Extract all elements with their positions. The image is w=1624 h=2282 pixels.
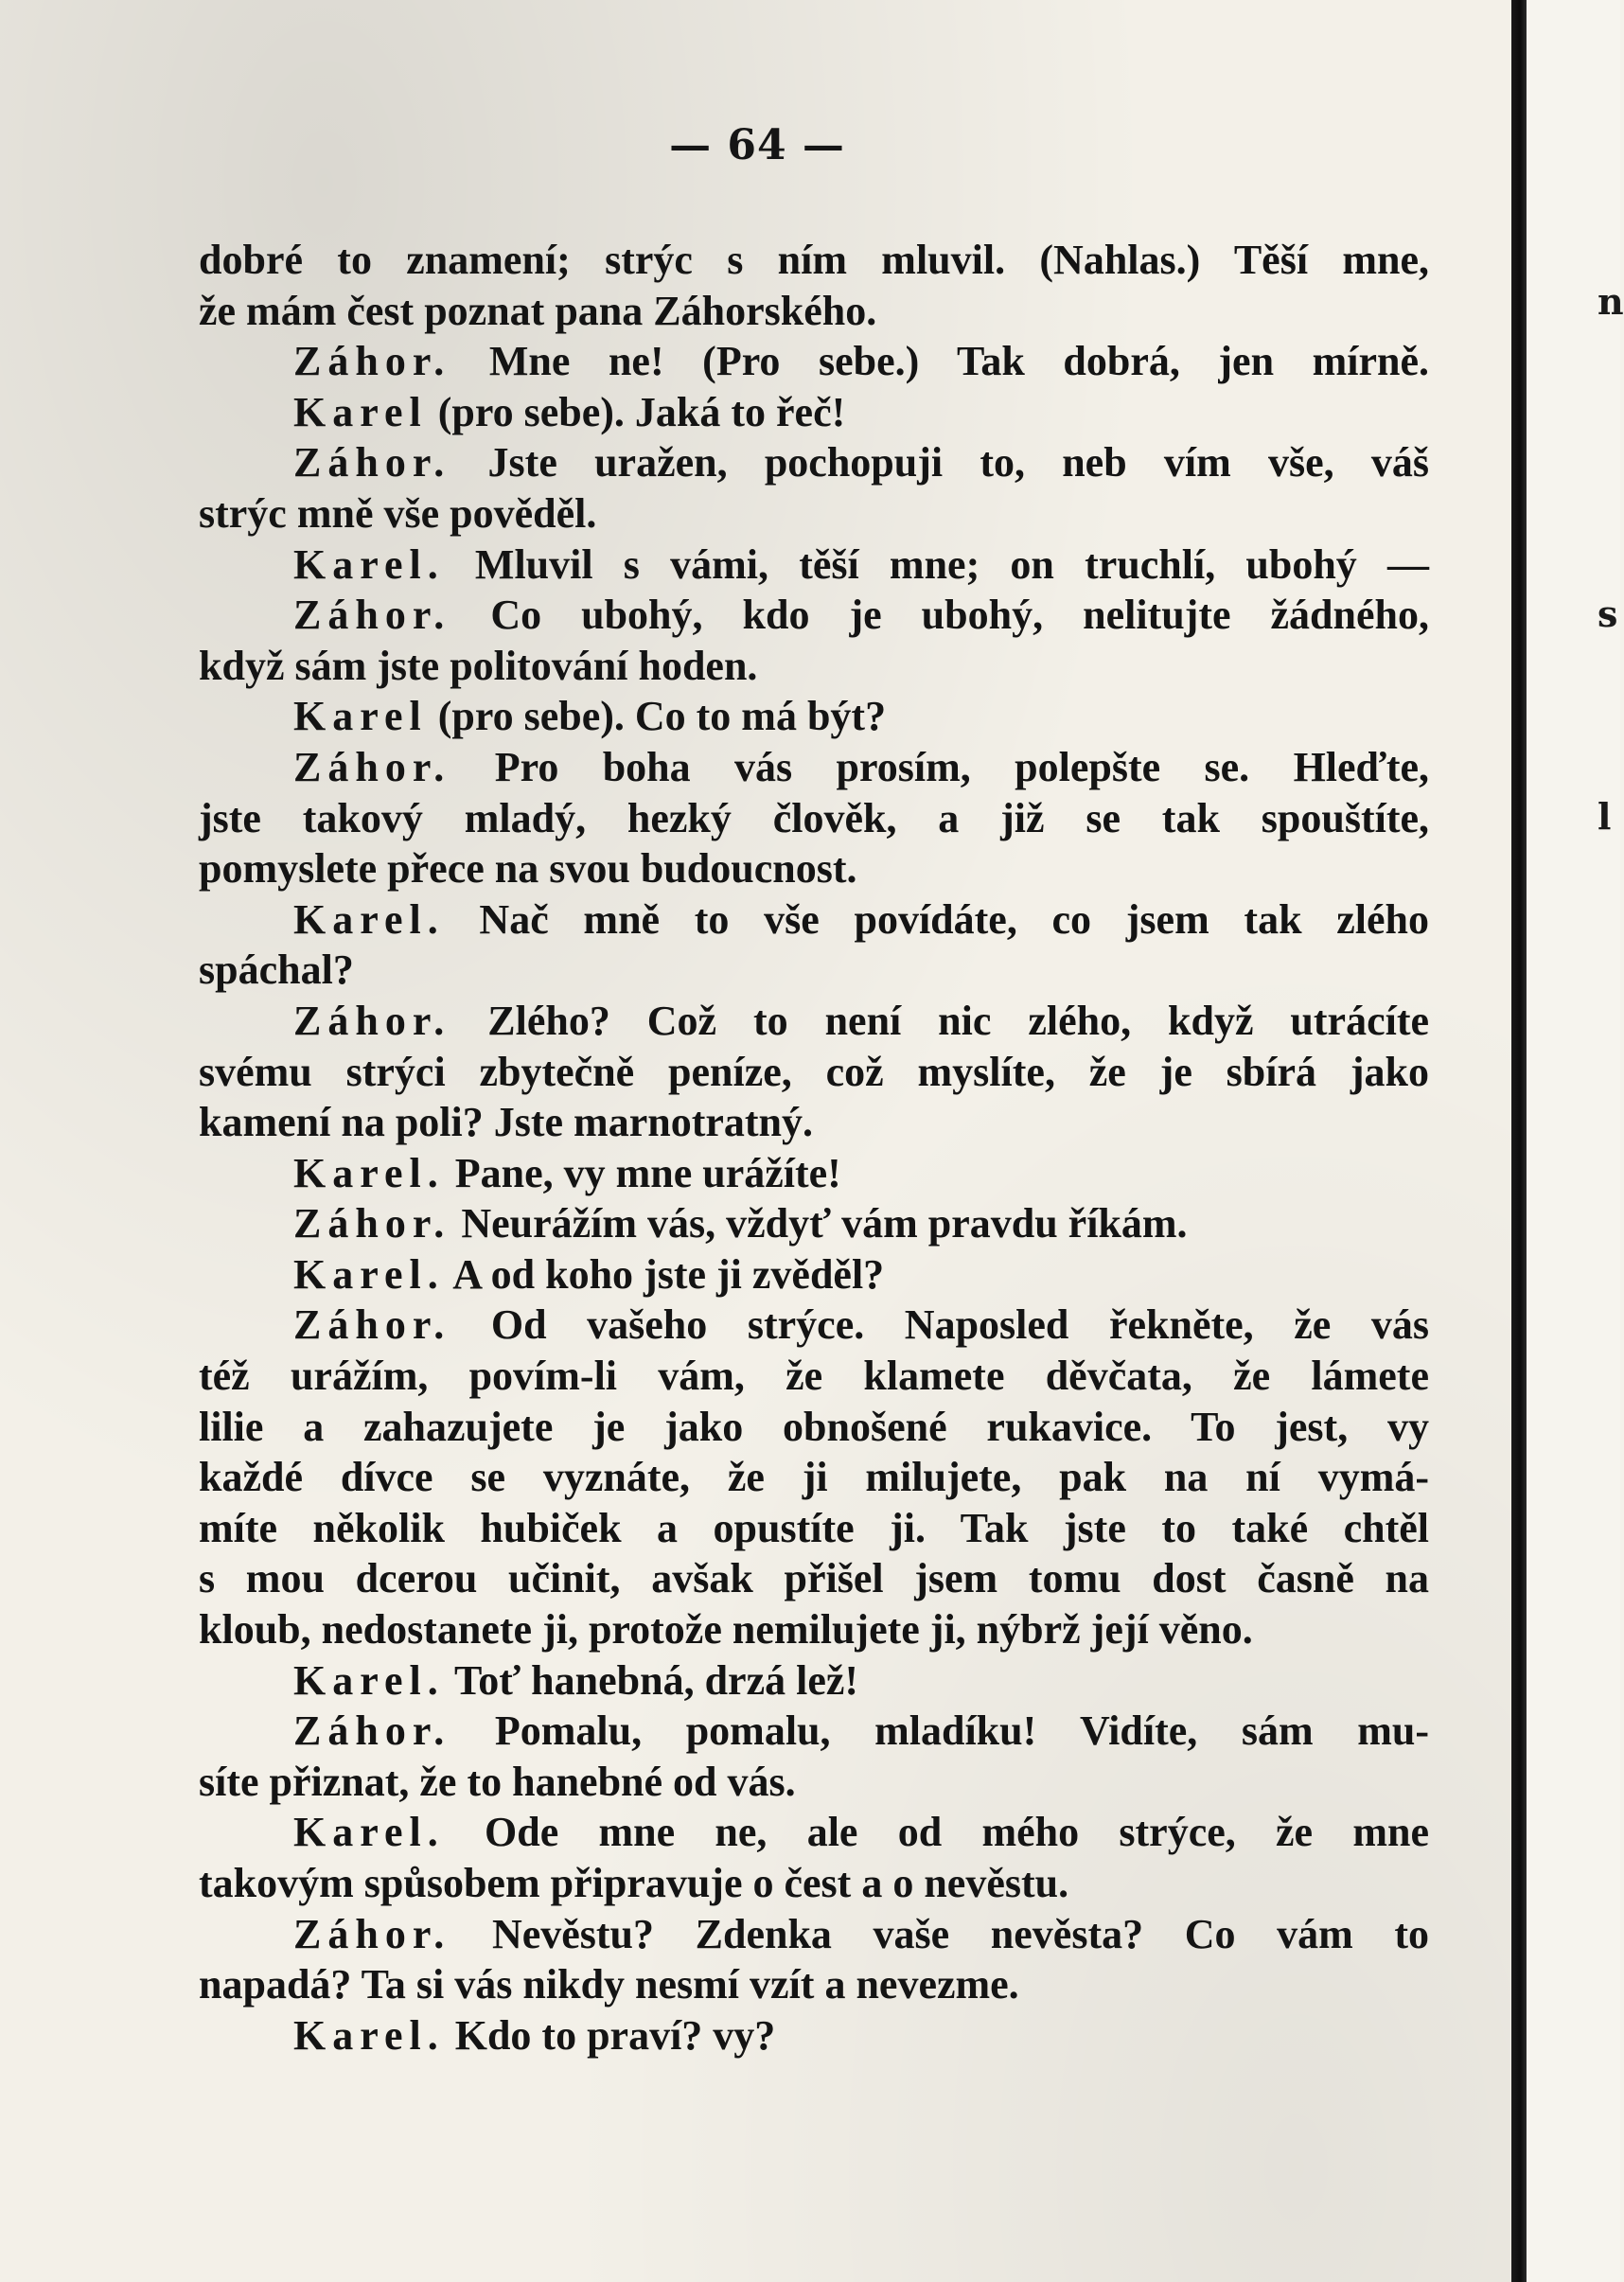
line-text: míte několik hubiček a opustíte ji. Tak jste to také chtěl (199, 1504, 1429, 1551)
line-text: pomyslete přece na svou budoucnost. (199, 845, 857, 893)
line-text: kloub, nedostanete ji, protože nemilujete ji, nýbrž její věno. (199, 1606, 1253, 1654)
line-text: Mluvil s vámi, těší mne; on truchlí, ubohý — (474, 540, 1429, 588)
line-text: (pro sebe). Jaká to řeč! (437, 388, 846, 435)
text-line (199, 1553, 1429, 1604)
speaker-name: Záhor. (293, 1910, 451, 1957)
speaker-name: Karel. (293, 2011, 445, 2059)
line-text: Ode mne ne, ale od mého strýce, že mne (485, 1809, 1430, 1856)
line-text: Kdo to praví? vy? (454, 2011, 776, 2059)
speaker-name: Karel (293, 693, 428, 740)
line-text: Neurážím vás, vždyť vám pravdu říkám. (461, 1200, 1188, 1247)
text-line (199, 1909, 1429, 1960)
text-line (199, 286, 1429, 337)
line-text: každé dívce se vyznáte, že ji milujete, pak na ní vymá- (199, 1454, 1429, 1501)
line-text: též urážím, povím-li vám, že klamete děvčata, že lámete (199, 1353, 1429, 1400)
line-text: že mám čest poznat pana Záhorského. (199, 287, 877, 334)
speaker-name: Záhor. (293, 592, 451, 639)
text-line (199, 387, 1429, 438)
text-line (199, 235, 1429, 286)
line-text: Pomalu, pomalu, mladíku! Vidíte, sám mu- (494, 1707, 1429, 1755)
speaker-name: Karel. (293, 1149, 445, 1196)
line-text: Pro boha vás prosím, polepšte se. Hleďte, (494, 743, 1429, 790)
page-edge-shadow (1511, 0, 1527, 2282)
speaker-name: Karel (293, 388, 428, 435)
line-text: (pro sebe). Co to má být? (437, 693, 887, 740)
speaker-name: Záhor. (293, 1301, 451, 1349)
text-line (199, 540, 1429, 591)
line-text: dobré to znamení; strýc s ním mluvil. (Nahlas.) Těší mne, (199, 237, 1429, 283)
text-line (199, 1300, 1429, 1351)
text-line (199, 945, 1429, 996)
line-text: Od vašeho strýce. Naposled řekněte, že vás (490, 1301, 1430, 1349)
speaker-name: Záhor. (293, 439, 451, 486)
adjacent-page-strip (1527, 0, 1620, 2282)
line-text: síte přiznat, že to hanebné od vás. (199, 1758, 796, 1805)
text-line (199, 1452, 1429, 1503)
text-line (199, 843, 1429, 894)
text-line (199, 1198, 1429, 1249)
text-line (199, 1655, 1429, 1707)
speaker-name: Záhor. (293, 1707, 451, 1755)
text-line (199, 590, 1429, 641)
dialogue-text (199, 235, 1429, 2061)
line-text: lilie a zahazujete je jako obnošené rukavice. To jest, vy (199, 1403, 1429, 1450)
speaker-name: Karel. (293, 540, 445, 588)
text-line (199, 336, 1429, 387)
text-line (199, 1807, 1429, 1858)
line-text: Co ubohý, kdo je ubohý, nelitujte žádného, (490, 592, 1429, 639)
speaker-name: Záhor. (293, 338, 451, 385)
line-text: Nevěstu? Zdenka vaše nevěsta? Co vám to (491, 1910, 1430, 1957)
adjacent-page-fragment: l (1598, 795, 1612, 838)
text-line (199, 1604, 1429, 1655)
line-text: Nač mně to vše povídáte, co jsem tak zlého (479, 895, 1429, 943)
text-line (199, 894, 1429, 946)
line-text: strýc mně vše pověděl. (199, 489, 597, 537)
text-line (199, 1402, 1429, 1453)
line-text: napadá? Ta si vás nikdy nesmí vzít a nevezme. (199, 1961, 1019, 2008)
speaker-name: Karel. (293, 895, 445, 943)
line-text: jste takový mladý, hezký člověk, a již se tak spouštíte, (199, 794, 1429, 841)
speaker-name: Karel. (293, 1656, 445, 1704)
text-line (199, 1858, 1429, 1909)
line-text: A od koho jste ji zvěděl? (452, 1250, 885, 1298)
text-line (199, 1249, 1429, 1300)
line-text: Toť hanebná, drzá lež! (453, 1656, 859, 1704)
adjacent-page-fragment: n (1598, 280, 1624, 323)
text-line (199, 2010, 1429, 2061)
speaker-name: Karel. (293, 1250, 445, 1298)
line-text: Mne ne! (Pro sebe.) Tak dobrá, jen mírně. (488, 338, 1430, 385)
line-text: když sám jste politování hoden. (199, 642, 758, 689)
line-text: spáchal? (199, 946, 354, 994)
speaker-name: Záhor. (293, 997, 451, 1044)
line-text: kamení na poli? Jste marnotratný. (199, 1099, 813, 1146)
text-line (199, 437, 1429, 488)
text-line (199, 1351, 1429, 1402)
text-line (199, 742, 1429, 793)
text-line (199, 691, 1429, 742)
line-text: s mou dcerou učinit, avšak přišel jsem tomu dost časně na (199, 1555, 1429, 1602)
line-text: takovým spůsobem připravuje o čest a o nevěstu. (199, 1860, 1069, 1906)
text-line (199, 1757, 1429, 1808)
text-line (199, 1959, 1429, 2010)
line-text: Jste uražen, pochopuji to, neb vím vše, váš (487, 439, 1430, 486)
line-text: Zlého? Což to není nic zlého, když utrácíte (487, 997, 1430, 1044)
speaker-name: Karel. (293, 1809, 445, 1856)
adjacent-page-fragment: s (1598, 593, 1618, 635)
text-line (199, 1047, 1429, 1098)
speaker-name: Záhor. (293, 743, 451, 790)
text-line (199, 793, 1429, 844)
line-text: Pane, vy mne urážíte! (454, 1149, 841, 1196)
speaker-name: Záhor. (293, 1200, 451, 1247)
text-line (199, 1097, 1429, 1148)
text-line (199, 641, 1429, 692)
page-number: — 64 — (669, 121, 845, 169)
text-line (199, 996, 1429, 1047)
text-line (199, 1148, 1429, 1199)
line-text: svému strýci zbytečně peníze, což myslíte, že je sbírá jako (199, 1048, 1429, 1095)
text-line (199, 1503, 1429, 1554)
text-line (199, 488, 1429, 540)
text-line (199, 1706, 1429, 1757)
